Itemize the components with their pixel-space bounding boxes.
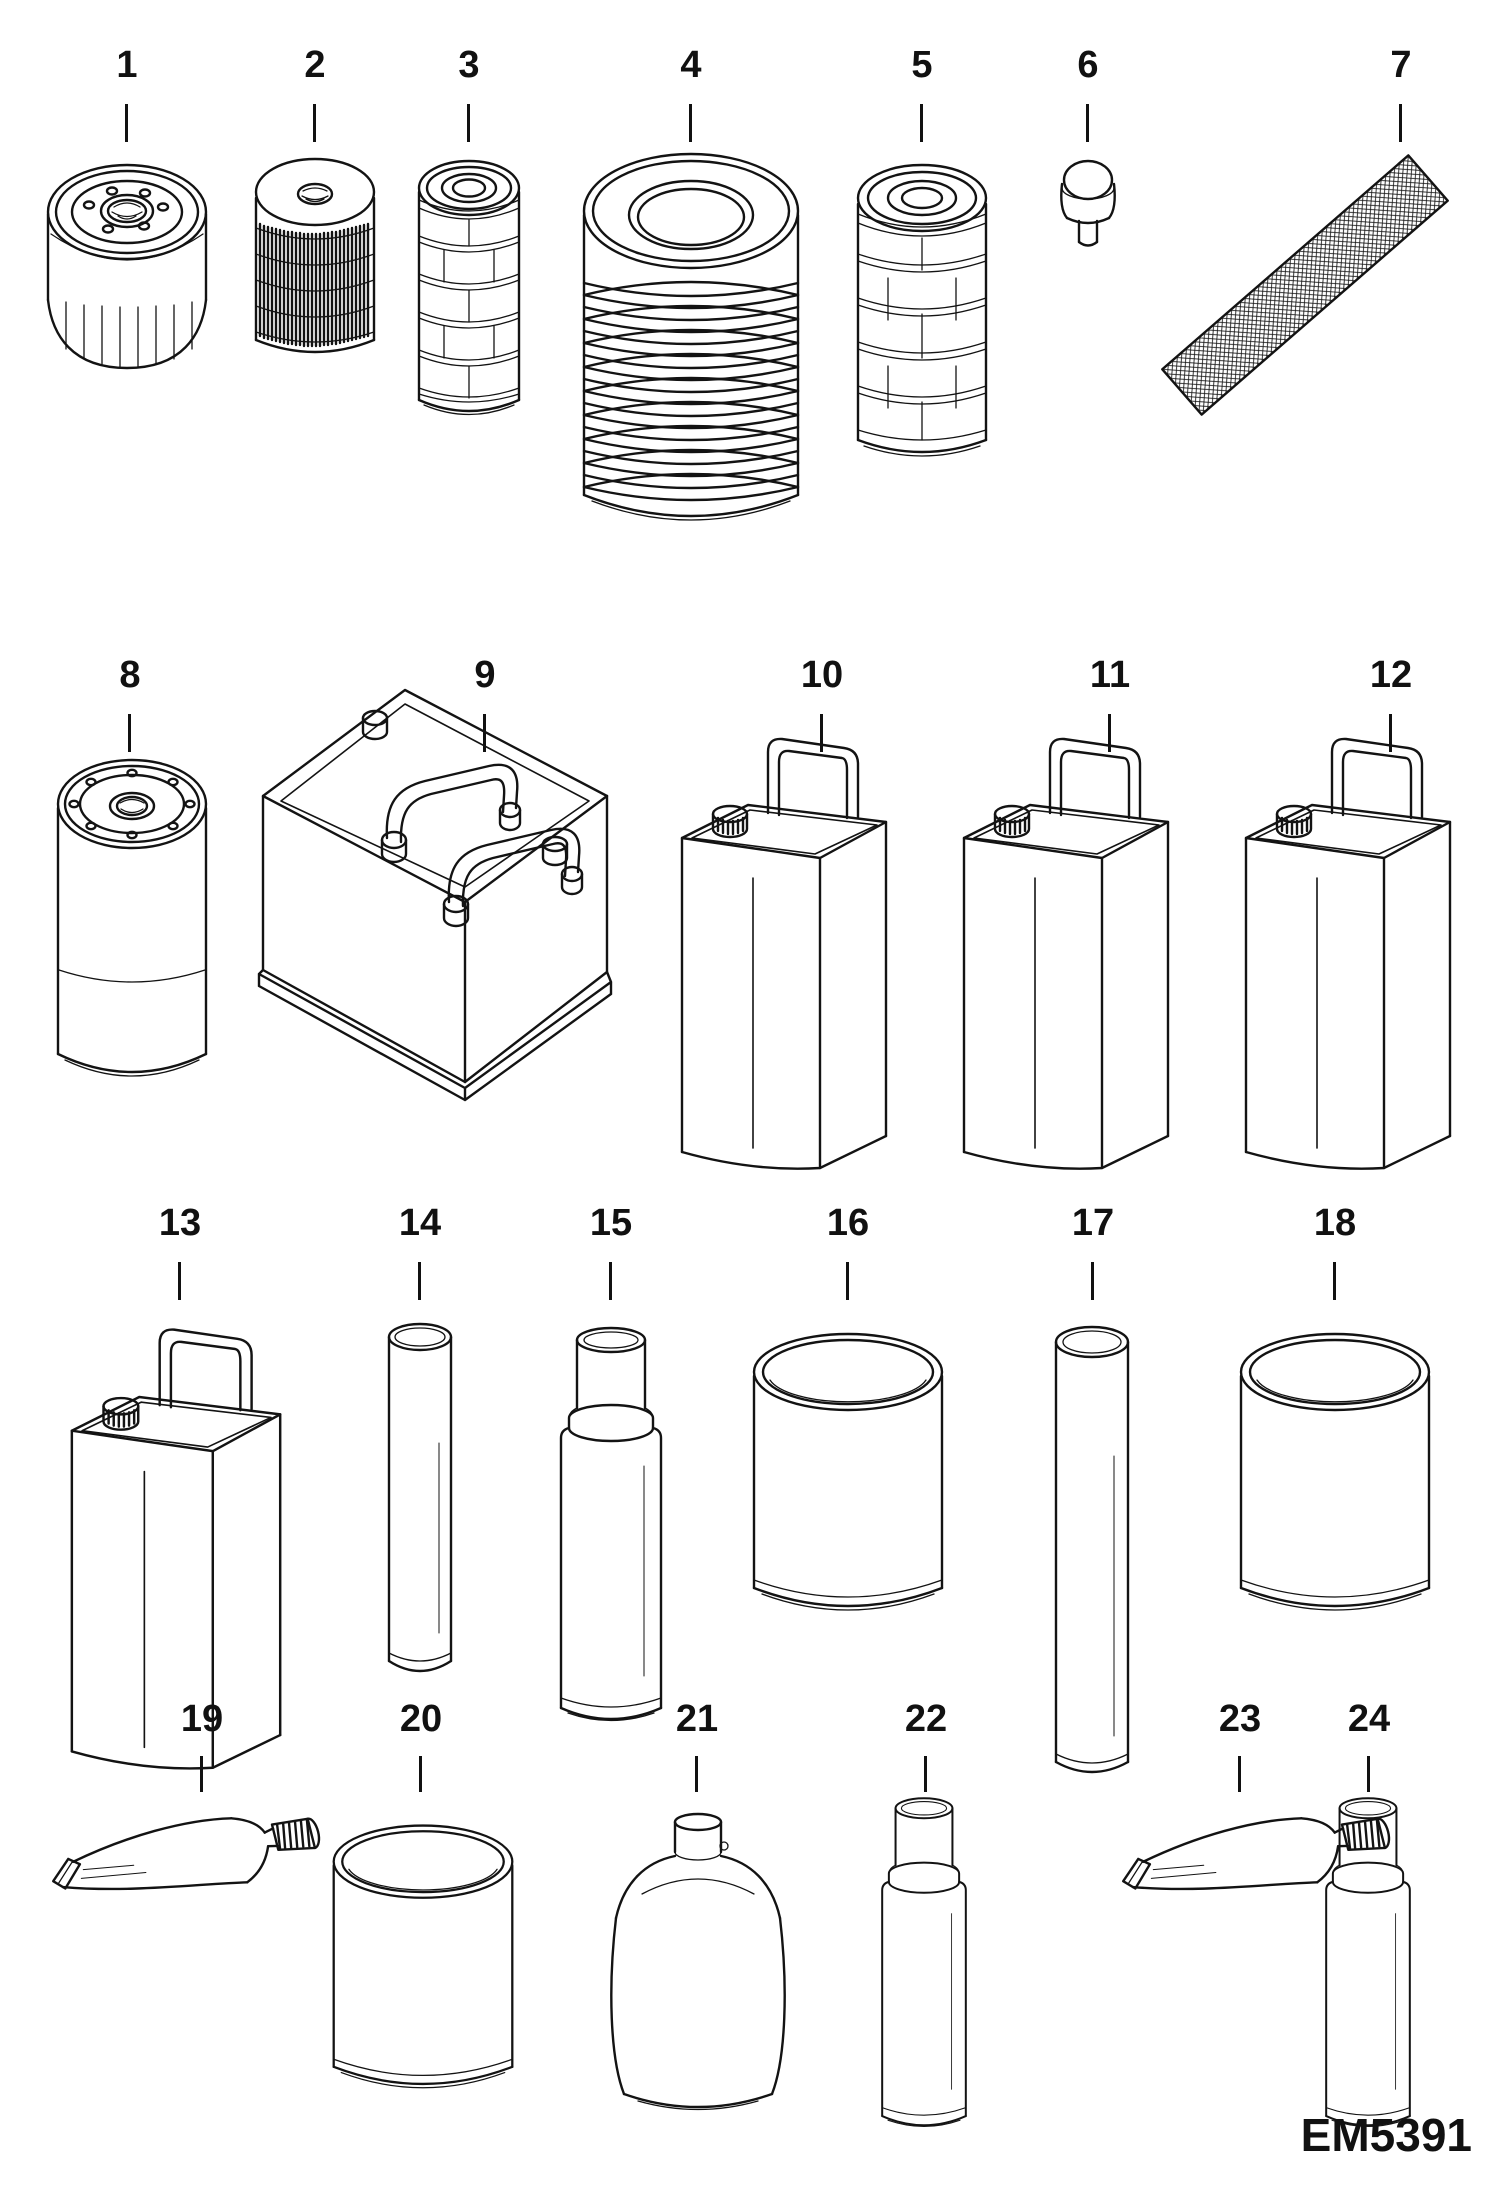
part-label-7: 7 xyxy=(1390,44,1412,86)
leader-line-16 xyxy=(846,1262,849,1300)
oil-can-11-drawing xyxy=(950,710,1180,1180)
leader-line-8 xyxy=(128,714,131,752)
part-label-14: 14 xyxy=(398,1202,442,1244)
wound-filter-element-large-drawing xyxy=(576,145,806,565)
leader-line-18 xyxy=(1333,1262,1336,1300)
tin-can-20-drawing xyxy=(328,1810,518,2128)
leader-line-13 xyxy=(178,1262,181,1300)
caged-filter-element-drawing xyxy=(852,152,992,492)
leader-line-15 xyxy=(609,1262,612,1300)
part-label-18: 18 xyxy=(1313,1202,1357,1244)
leader-line-14 xyxy=(418,1262,421,1300)
breather-plug-drawing xyxy=(1048,150,1128,270)
part-label-5: 5 xyxy=(911,44,933,86)
part-label-9: 9 xyxy=(474,654,496,696)
cartridge-tube-tall-drawing xyxy=(1052,1316,1132,1796)
leader-line-5 xyxy=(920,104,923,142)
leader-line-19 xyxy=(200,1756,203,1792)
mesh-screen-strip-drawing xyxy=(1159,153,1450,418)
part-label-21: 21 xyxy=(675,1698,719,1740)
leader-line-20 xyxy=(419,1756,422,1792)
leader-line-23 xyxy=(1238,1756,1241,1792)
plastic-bottle-drawing xyxy=(598,1806,798,2136)
leader-line-21 xyxy=(695,1756,698,1792)
part-label-24: 24 xyxy=(1347,1698,1391,1740)
part-label-4: 4 xyxy=(680,44,702,86)
part-label-20: 20 xyxy=(399,1698,443,1740)
pleated-filter-element-drawing xyxy=(250,150,380,390)
battery-handle xyxy=(382,765,520,862)
part-label-22: 22 xyxy=(904,1698,948,1740)
part-label-6: 6 xyxy=(1077,44,1099,86)
part-label-13: 13 xyxy=(158,1202,202,1244)
part-label-19: 19 xyxy=(180,1698,224,1740)
spin-on-fuel-filter-drawing xyxy=(52,750,212,1110)
leader-line-1 xyxy=(125,104,128,142)
part-label-11: 11 xyxy=(1089,654,1131,696)
part-label-23: 23 xyxy=(1218,1698,1262,1740)
spin-on-oil-filter-drawing xyxy=(42,150,212,390)
figure-code: EM5391 xyxy=(1300,2109,1472,2161)
cartridge-tube-drawing xyxy=(385,1313,455,1693)
leader-line-7 xyxy=(1399,104,1402,142)
aerosol-can-22-drawing xyxy=(878,1788,970,2148)
battery-drawing xyxy=(255,680,615,1120)
oil-can-10-drawing xyxy=(668,710,898,1180)
aerosol-can-24-drawing xyxy=(1322,1788,1414,2148)
part-label-10: 10 xyxy=(800,654,844,696)
part-label-2: 2 xyxy=(304,44,326,86)
part-label-1: 1 xyxy=(116,44,138,86)
leader-line-6 xyxy=(1086,104,1089,142)
part-label-16: 16 xyxy=(826,1202,870,1244)
part-label-8: 8 xyxy=(119,654,141,696)
leader-line-4 xyxy=(689,104,692,142)
caged-filter-element-small-drawing xyxy=(414,148,524,448)
part-label-12: 12 xyxy=(1369,654,1413,696)
leader-line-17 xyxy=(1091,1262,1094,1300)
aerosol-can-15-drawing xyxy=(556,1316,666,1746)
leader-line-22 xyxy=(924,1756,927,1792)
sealant-tube-19 xyxy=(34,1766,361,1984)
leader-line-3 xyxy=(467,104,470,142)
oil-can-12-drawing xyxy=(1232,710,1462,1180)
tin-can-18-drawing xyxy=(1235,1320,1435,1650)
part-label-17: 17 xyxy=(1071,1202,1115,1244)
part-label-15: 15 xyxy=(589,1202,633,1244)
leader-line-2 xyxy=(313,104,316,142)
mesh-screen-strip xyxy=(1159,153,1450,418)
part-label-3: 3 xyxy=(458,44,480,86)
tin-can-16-drawing xyxy=(748,1320,948,1650)
sealant-tube-19-drawing xyxy=(34,1766,361,1984)
